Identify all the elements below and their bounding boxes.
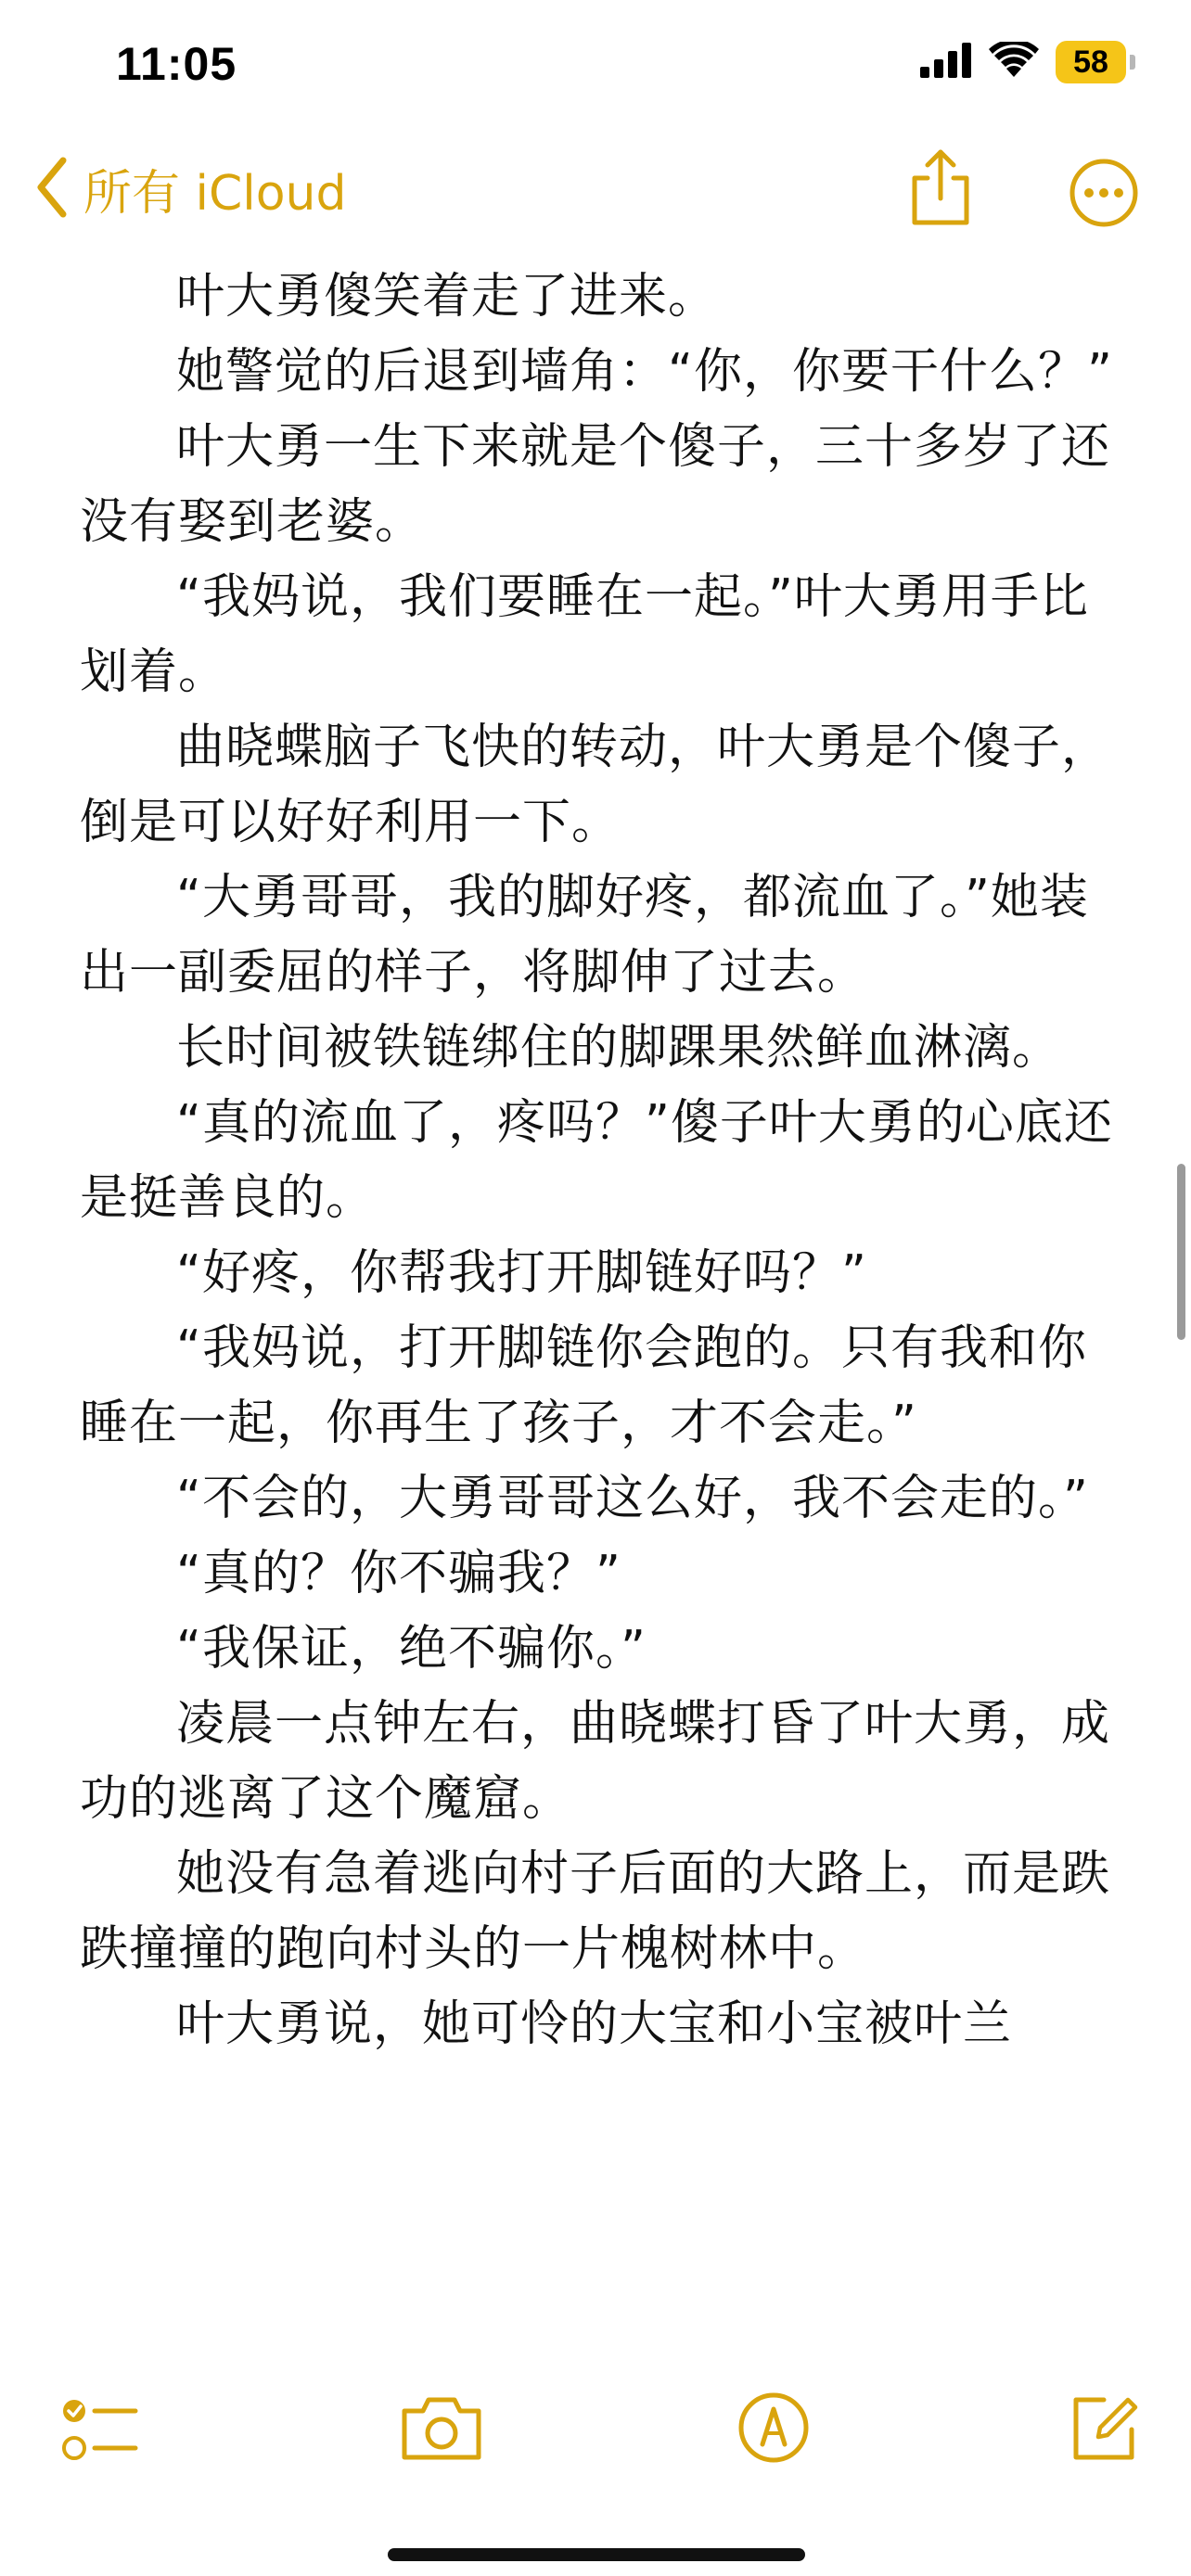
ellipsis-circle-icon xyxy=(1069,214,1139,232)
battery-indicator xyxy=(1056,41,1135,83)
status-icons xyxy=(920,41,1135,83)
note-paragraph: “我保证，绝不骗你。” xyxy=(176,1621,647,1677)
back-label: 所有 iCloud xyxy=(83,166,347,222)
checklist-icon xyxy=(61,2455,139,2472)
note-paragraph: “我妈说，我们要睡在一起。”叶大勇用手比划着。 xyxy=(80,569,1089,700)
note-paragraph: 叶大勇一生下来就是个傻子，三十多岁了还没有娶到老婆。 xyxy=(80,419,1111,550)
scroll-indicator[interactable] xyxy=(1177,1164,1185,1340)
note-paragraph: “不会的，大勇哥哥这么好，我不会走的。” xyxy=(176,1471,1089,1526)
markup-button[interactable] xyxy=(736,2391,811,2468)
home-indicator[interactable] xyxy=(388,2548,805,2561)
battery-level: 58 xyxy=(1056,41,1126,83)
note-body[interactable] xyxy=(80,260,1128,2062)
note-paragraph: 叶大勇傻笑着走了进来。 xyxy=(176,269,718,325)
chevron-left-icon xyxy=(33,155,70,223)
camera-button[interactable] xyxy=(399,2391,484,2468)
note-paragraph: 凌晨一点钟左右，曲晓蝶打昏了叶大勇，成功的逃离了这个魔窟。 xyxy=(80,1696,1111,1827)
wifi-icon xyxy=(989,42,1039,83)
note-paragraph: 叶大勇说，她可怜的大宝和小宝被叶兰 xyxy=(176,1996,1013,2052)
camera-icon xyxy=(399,2451,484,2468)
note-paragraph: “好疼，你帮我打开脚链好吗？” xyxy=(176,1245,867,1301)
status-time: 11:05 xyxy=(116,38,237,90)
note-paragraph: “我妈说，打开脚链你会跑的。只有我和你睡在一起，你再生了孩子，才不会走。” xyxy=(80,1320,1087,1451)
markup-pen-icon xyxy=(736,2451,811,2468)
share-button[interactable] xyxy=(907,148,974,232)
note-paragraph: 长时间被铁链绑住的脚踝果然鲜血淋漓。 xyxy=(176,1020,1062,1076)
cellular-signal-icon xyxy=(920,43,972,82)
note-paragraph: “真的流血了，疼吗？”傻子叶大勇的心底还是挺善良的。 xyxy=(80,1095,1113,1226)
note-paragraph: 她警觉的后退到墙角：“你，你要干什么？” xyxy=(176,344,1113,400)
back-button[interactable] xyxy=(33,154,347,223)
compose-icon xyxy=(1067,2451,1141,2468)
note-paragraph: “大勇哥哥，我的脚好疼，都流血了。”她装出一副委屈的样子，将脚伸了过去。 xyxy=(80,870,1089,1001)
battery-tip xyxy=(1130,55,1135,70)
note-paragraph: 她没有急着逃向村子后面的大路上，而是跌跌撞撞的跑向村头的一片槐树林中。 xyxy=(80,1846,1111,1977)
checklist-button[interactable] xyxy=(61,2391,139,2472)
note-paragraph: 曲晓蝶脑子飞快的转动，叶大勇是个傻子，倒是可以好好利用一下。 xyxy=(80,720,1111,850)
compose-button[interactable] xyxy=(1067,2391,1141,2468)
more-options-button[interactable] xyxy=(1069,158,1139,232)
status-bar xyxy=(0,0,1191,139)
nav-bar xyxy=(0,139,1191,241)
note-paragraph: “真的？你不骗我？” xyxy=(176,1546,621,1601)
share-icon xyxy=(907,214,974,232)
